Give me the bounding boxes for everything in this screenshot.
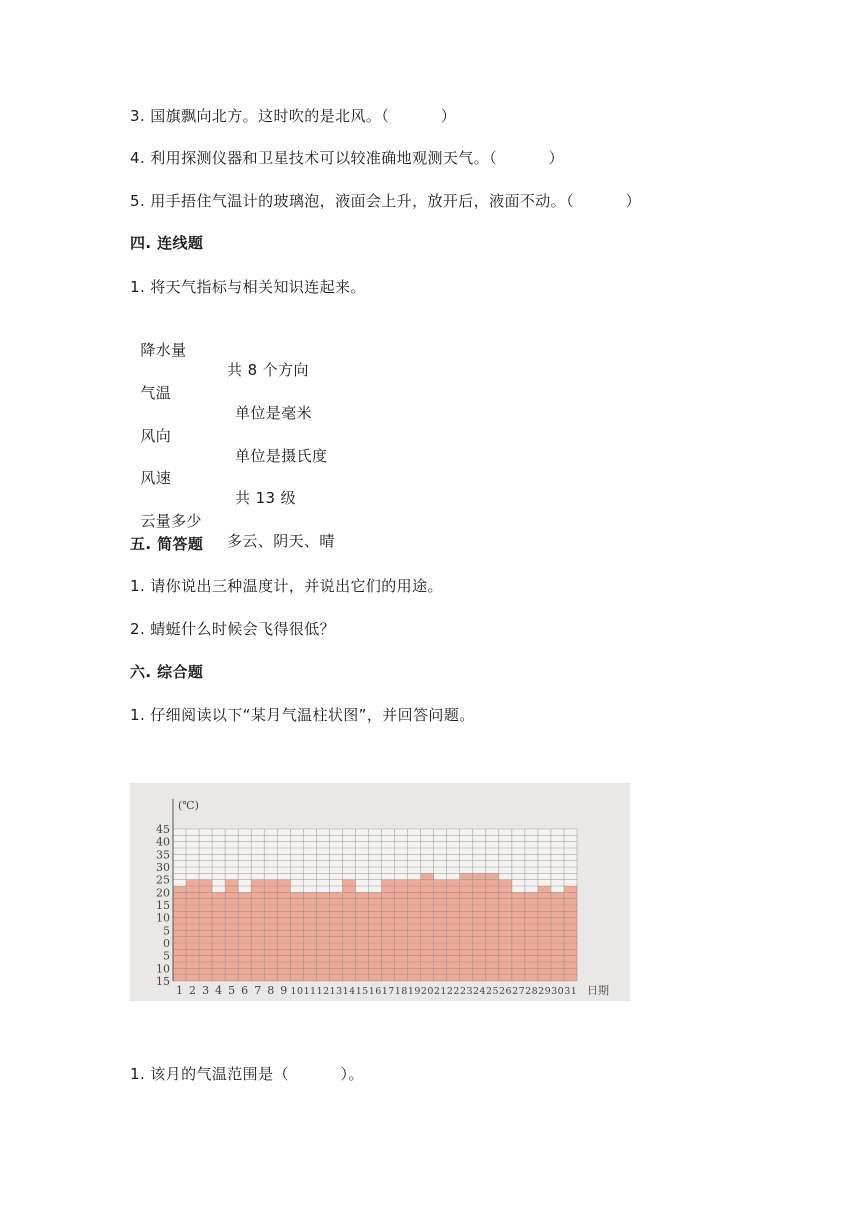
x-tick-label: 24 xyxy=(472,986,486,997)
bar xyxy=(486,873,499,981)
y-tick-label: 25 xyxy=(156,873,170,887)
x-tick-label: 4 xyxy=(215,984,223,997)
sub-question: 1. 该月的气温范围是（ ）。 xyxy=(130,1065,364,1083)
x-tick-label: 14 xyxy=(342,986,356,997)
x-tick-label: 9 xyxy=(280,984,288,997)
temperature-bar-chart xyxy=(130,783,630,1001)
chart-svg xyxy=(130,783,630,1001)
x-tick-label: 11 xyxy=(303,986,317,997)
x-tick-label: 23 xyxy=(459,986,473,997)
x-tick-label: 19 xyxy=(407,986,421,997)
y-tick-label: 35 xyxy=(156,848,170,862)
x-tick-label: 3 xyxy=(202,984,210,997)
matching-left-item: 降水量 xyxy=(140,341,187,359)
y-tick-label: 45 xyxy=(156,823,170,836)
x-tick-label: 22 xyxy=(446,986,460,997)
question-5: 5. 用手捂住气温计的玻璃泡，液面会上升，放开后，液面不动。（ ） xyxy=(130,192,642,210)
bar xyxy=(460,873,473,981)
x-tick-label: 28 xyxy=(525,986,538,997)
question-3: 3. 国旗飘向北方。这时吹的是北风。（ ） xyxy=(130,107,457,125)
section-heading-matching: 四. 连线题 xyxy=(130,234,204,252)
unit-label: (℃) xyxy=(178,799,199,812)
y-tick-label: 10 xyxy=(156,962,170,976)
matching-right-item: 多云、阴天、晴 xyxy=(227,532,335,550)
x-tick-label: 25 xyxy=(486,986,499,997)
y-tick-label: 10 xyxy=(156,911,170,925)
bar xyxy=(564,886,577,981)
x-tick-label: 10 xyxy=(290,986,304,997)
x-tick-label: 8 xyxy=(267,984,275,997)
x-tick-label: 21 xyxy=(433,986,447,997)
matching-left-item: 风向 xyxy=(140,427,172,445)
y-tick-label: 5 xyxy=(163,924,170,938)
comprehensive-question: 1. 仔细阅读以下“某月气温柱状图”，并回答问题。 xyxy=(130,706,475,724)
short-answer-question-2: 2. 蜻蜓什么时候会飞得很低？ xyxy=(130,620,336,638)
x-tick-label: 29 xyxy=(538,986,551,997)
x-tick-label: 27 xyxy=(512,986,525,997)
x-tick-label: 13 xyxy=(329,986,343,997)
x-tick-label: 1 xyxy=(176,984,184,997)
bar xyxy=(421,873,434,981)
x-tick-label: 5 xyxy=(228,984,236,997)
matching-right-item: 共 13 级 xyxy=(235,489,297,507)
y-tick-label: 15 xyxy=(156,975,170,988)
x-tick-label: 16 xyxy=(368,986,382,997)
matching-right-item: 共 8 个方向 xyxy=(227,361,309,379)
section-heading-comprehensive: 六. 综合题 xyxy=(130,663,204,681)
matching-question: 1. 将天气指标与相关知识连起来。 xyxy=(130,278,366,296)
x-tick-label: 6 xyxy=(241,984,249,997)
bar xyxy=(473,873,486,981)
y-tick-label: 5 xyxy=(163,949,170,963)
short-answer-question-1: 1. 请你说出三种温度计，并说出它们的用途。 xyxy=(130,577,443,595)
x-tick-label: 2 xyxy=(189,984,197,997)
x-tick-label: 15 xyxy=(355,986,369,997)
y-tick-label: 30 xyxy=(156,861,170,874)
x-tick-label: 12 xyxy=(316,986,330,997)
y-tick-label: 0 xyxy=(163,937,170,950)
x-axis-label: 日期 xyxy=(587,984,609,997)
x-tick-label: 17 xyxy=(381,986,395,997)
matching-left-item: 气温 xyxy=(140,384,172,402)
x-tick-label: 31 xyxy=(564,986,577,997)
bar xyxy=(538,886,551,981)
x-tick-label: 30 xyxy=(551,986,564,997)
section-heading-short-answer: 五. 简答题 xyxy=(130,535,204,553)
x-tick-label: 26 xyxy=(499,986,512,997)
x-tick-label: 7 xyxy=(254,984,262,997)
bar xyxy=(173,886,186,981)
matching-right-item: 单位是摄氏度 xyxy=(235,447,328,465)
question-4: 4. 利用探测仪器和卫星技术可以较准确地观测天气。（ ） xyxy=(130,149,565,167)
matching-left-item: 风速 xyxy=(140,469,172,487)
y-tick-label: 20 xyxy=(156,886,170,900)
matching-right-item: 单位是毫米 xyxy=(235,404,313,422)
y-tick-label: 15 xyxy=(156,899,170,912)
x-tick-label: 20 xyxy=(420,986,434,997)
matching-left-item: 云量多少 xyxy=(140,512,202,530)
y-tick-label: 40 xyxy=(156,835,170,849)
x-tick-label: 18 xyxy=(394,986,408,997)
